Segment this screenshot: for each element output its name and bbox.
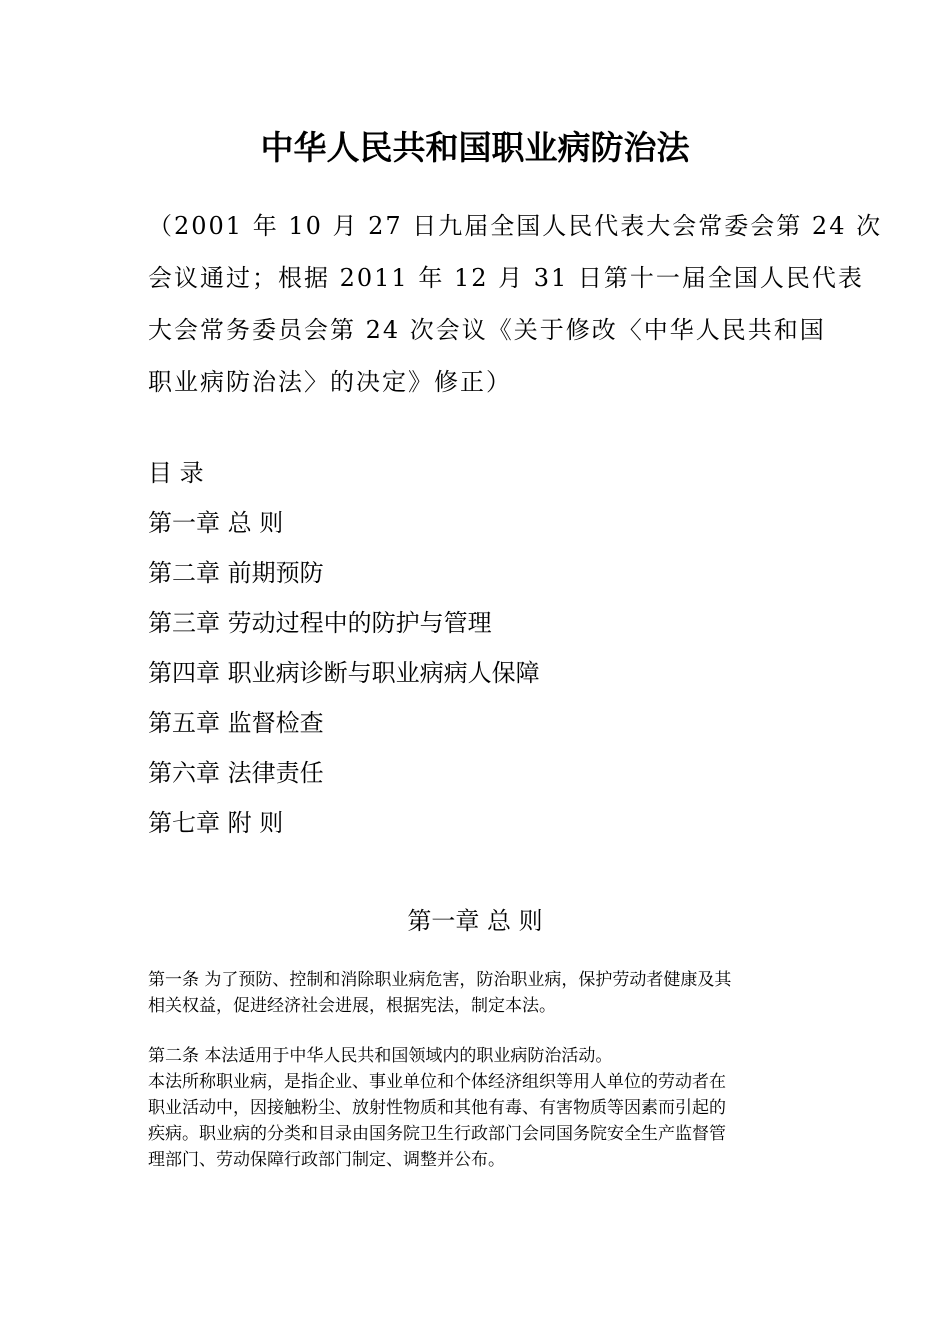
table-of-contents	[148, 448, 808, 848]
toc-item-chapter-2: 第二章 前期预防	[148, 559, 324, 587]
article-line: 疾病。职业病的分类和目录由国务院卫生行政部门会同国务院安全生产监督管	[148, 1124, 726, 1144]
article-line: 理部门、劳动保障行政部门制定、调整并公布。	[148, 1150, 505, 1170]
toc-item-chapter-6: 第六章 法律责任	[148, 759, 324, 787]
chapter-heading: 第一章 总 则	[407, 907, 543, 935]
preamble-line: （2001 年 10 月 27 日九届全国人民代表大会常委会第 24 次	[148, 212, 883, 240]
preamble-line: 职业病防治法〉的决定》修正）	[148, 368, 512, 396]
article-line: 第一条 为了预防、控制和消除职业病危害，防治职业病，保护劳动者健康及其	[148, 970, 732, 990]
toc-item-chapter-7: 第七章 附 则	[148, 809, 284, 837]
article-line: 职业活动中，因接触粉尘、放射性物质和其他有毒、有害物质等因素而引起的	[148, 1098, 726, 1118]
toc-item-chapter-5: 第五章 监督检查	[148, 709, 324, 737]
article-line: 第二条 本法适用于中华人民共和国领域内的职业病防治活动。	[148, 1046, 613, 1066]
document-title: 中华人民共和国职业病防治法	[260, 128, 690, 167]
toc-item-chapter-1: 第一章 总 则	[148, 509, 284, 537]
article-1	[148, 967, 810, 1019]
article-line: 相关权益，促进经济社会进展，根据宪法，制定本法。	[148, 996, 556, 1016]
toc-item-chapter-4: 第四章 职业病诊断与职业病病人保障	[148, 659, 540, 687]
preamble-line: 大会常务委员会第 24 次会议《关于修改〈中华人民共和国	[148, 316, 826, 344]
preamble-line: 会议通过；根据 2011 年 12 月 31 日第十一届全国人民代表	[148, 264, 864, 292]
toc-item-chapter-3: 第三章 劳动过程中的防护与管理	[148, 609, 492, 637]
article-line: 本法所称职业病，是指企业、事业单位和个体经济组织等用人单位的劳动者在	[148, 1072, 726, 1092]
toc-heading: 目 录	[148, 459, 204, 487]
preamble	[148, 200, 883, 408]
article-2	[148, 1043, 810, 1173]
